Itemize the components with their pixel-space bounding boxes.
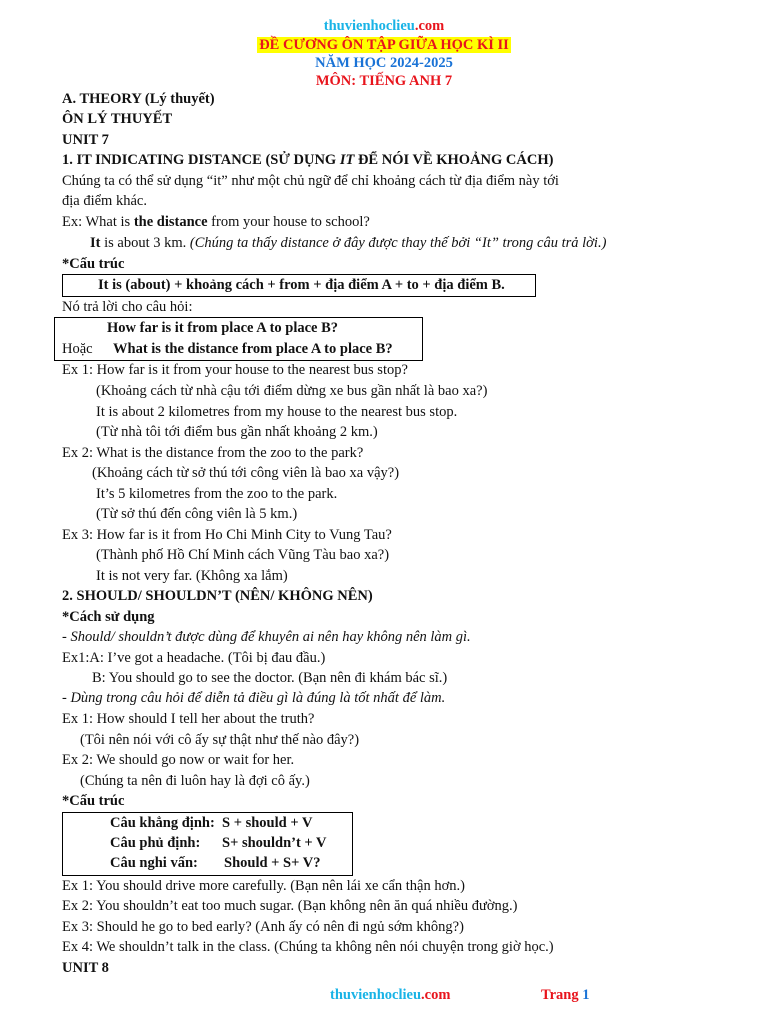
it-example-bold: the distance bbox=[133, 214, 208, 230]
page-num: 1 bbox=[582, 987, 590, 1003]
should-question-2-vi: (Chúng ta nên đi luôn hay là đợi cô ấy.) bbox=[80, 773, 310, 789]
should-example-1: Ex 1: You should drive more carefully. (Bạn nên lái xe cẩn thận hơn.) bbox=[62, 878, 465, 894]
footer-site-link[interactable] bbox=[330, 987, 450, 1004]
it-example-part2: from your house to school? bbox=[207, 214, 370, 230]
site-name[interactable] bbox=[0, 18, 768, 35]
affirmative-label: Câu khẳng định: bbox=[110, 815, 215, 831]
it-answer-note: (Chúng ta thấy distance ở đây được thay thế bởi “It” trong câu trả lời.) bbox=[189, 235, 607, 251]
page-label: Trang bbox=[541, 987, 579, 1003]
it-example-3-q-vi: (Thành phố Hồ Chí Minh cách Vũng Tàu bao xa?) bbox=[96, 547, 390, 563]
should-usage-label: *Cách sử dụng bbox=[62, 609, 155, 625]
it-distance-heading bbox=[62, 150, 553, 170]
question-label: Câu nghi vấn: bbox=[110, 855, 198, 871]
it-example-1-a-vi: (Từ nhà tôi tới điểm bus gần nhất khoảng 2 km.) bbox=[96, 424, 378, 440]
it-example-1-q: Ex 1: How far is it from your house to the nearest bus stop? bbox=[62, 362, 408, 378]
should-example-4: Ex 4: We shouldn’t talk in the class. (Chúng ta không nên nói chuyện trong giờ học.) bbox=[62, 939, 554, 955]
or-word: Hoặc bbox=[62, 341, 93, 357]
it-example-1-a: It is about 2 kilometres from my house to the nearest bus stop. bbox=[96, 404, 458, 420]
section-a-heading: A. THEORY (Lý thuyết) bbox=[62, 91, 215, 107]
it-example bbox=[62, 212, 370, 232]
question-formula: Should + S+ V? bbox=[224, 855, 321, 871]
should-question-2: Ex 2: We should go now or wait for her. bbox=[62, 752, 295, 768]
should-example-2: Ex 2: You shouldn’t eat too much sugar. (Bạn không nên ăn quá nhiều đường.) bbox=[62, 898, 518, 914]
page-number bbox=[541, 987, 589, 1004]
it-answer-text: is about 3 km. bbox=[100, 235, 190, 251]
it-example-2-a-vi: (Từ sở thú đến công viên là 5 km.) bbox=[96, 506, 298, 522]
should-example-3: Ex 3: Should he go to bed early? (Anh ấy có nên đi ngủ sớm không?) bbox=[62, 919, 464, 935]
it-answer-bold: It bbox=[90, 235, 101, 251]
negative-label: Câu phủ định: bbox=[110, 835, 201, 851]
it-desc-line2: địa điểm khác. bbox=[62, 193, 147, 209]
footer-site-part2: .com bbox=[421, 987, 451, 1003]
it-example-3-a: It is not very far. (Không xa lắm) bbox=[96, 568, 288, 584]
should-example-1a: Ex1:A: I’ve got a headache. (Tôi bị đau đầu.) bbox=[62, 650, 326, 666]
it-example-1-q-vi: (Khoảng cách từ nhà cậu tới điểm dừng xe bus gần nhất là bao xa?) bbox=[96, 383, 488, 399]
it-example-3-q: Ex 3: How far is it from Ho Chi Minh City to Vung Tau? bbox=[62, 527, 392, 543]
should-question-1: Ex 1: How should I tell her about the truth? bbox=[62, 711, 315, 727]
should-usage-1: - Should/ shouldn’t được dùng để khuyên ai nên hay không nên làm gì. bbox=[62, 629, 471, 645]
it-example-2-q: Ex 2: What is the distance from the zoo to the park? bbox=[62, 445, 364, 461]
it-heading-it: IT bbox=[339, 152, 355, 168]
it-answers-question: Nó trả lời cho câu hỏi: bbox=[62, 299, 193, 315]
site-name-part2: .com bbox=[414, 18, 445, 34]
site-name-part1: thuvienhoclieu bbox=[323, 18, 415, 34]
it-desc-line1: Chúng ta có thể sử dụng “it” như một chủ ngữ để chỉ khoảng cách từ địa điểm này tới bbox=[62, 173, 559, 189]
negative-formula: S+ shouldn’t + V bbox=[222, 835, 327, 851]
it-formula: It is (about) + khoảng cách + from + địa điểm A + to + địa điểm B. bbox=[98, 277, 505, 293]
affirmative-formula: S + should + V bbox=[222, 815, 313, 831]
it-example-2-q-vi: (Khoảng cách từ sở thú tới công viên là bao xa vậy?) bbox=[92, 465, 400, 481]
should-usage-2: - Dùng trong câu hỏi để diễn tả điều gì là đúng là tốt nhất để làm. bbox=[62, 690, 446, 706]
it-heading-part1: 1. IT INDICATING DISTANCE (SỬ DỤNG bbox=[62, 152, 340, 168]
should-structure-label: *Cấu trúc bbox=[62, 793, 125, 809]
should-question-1-vi: (Tôi nên nói với cô ấy sự thật như thế nào đây?) bbox=[80, 732, 360, 748]
it-example-part1: Ex: What is bbox=[62, 214, 134, 230]
it-structure-label: *Cấu trúc bbox=[62, 256, 125, 272]
should-example-1b: B: You should go to see the doctor. (Bạn nên đi khám bác sĩ.) bbox=[92, 670, 448, 686]
footer-site-part1: thuvienhoclieu bbox=[330, 987, 422, 1003]
unit8-heading: UNIT 8 bbox=[62, 960, 109, 976]
it-example-2-a: It’s 5 kilometres from the zoo to the park. bbox=[96, 486, 338, 502]
school-year: NĂM HỌC 2024-2025 bbox=[315, 55, 453, 71]
question-distance: What is the distance from place A to place B? bbox=[113, 341, 393, 357]
doc-title: ĐỀ CƯƠNG ÔN TẬP GIỮA HỌC KÌ II bbox=[259, 37, 509, 53]
doc-title-line bbox=[0, 37, 768, 54]
review-heading: ÔN LÝ THUYẾT bbox=[62, 111, 173, 127]
it-heading-part2: ĐỂ NÓI VỀ KHOẢNG CÁCH) bbox=[354, 152, 554, 168]
it-answer bbox=[90, 233, 606, 253]
unit7-heading: UNIT 7 bbox=[62, 132, 109, 148]
question-how-far: How far is it from place A to place B? bbox=[107, 320, 339, 336]
subject: MÔN: TIẾNG ANH 7 bbox=[315, 73, 453, 89]
should-heading: 2. SHOULD/ SHOULDN’T (NÊN/ KHÔNG NÊN) bbox=[62, 588, 373, 604]
